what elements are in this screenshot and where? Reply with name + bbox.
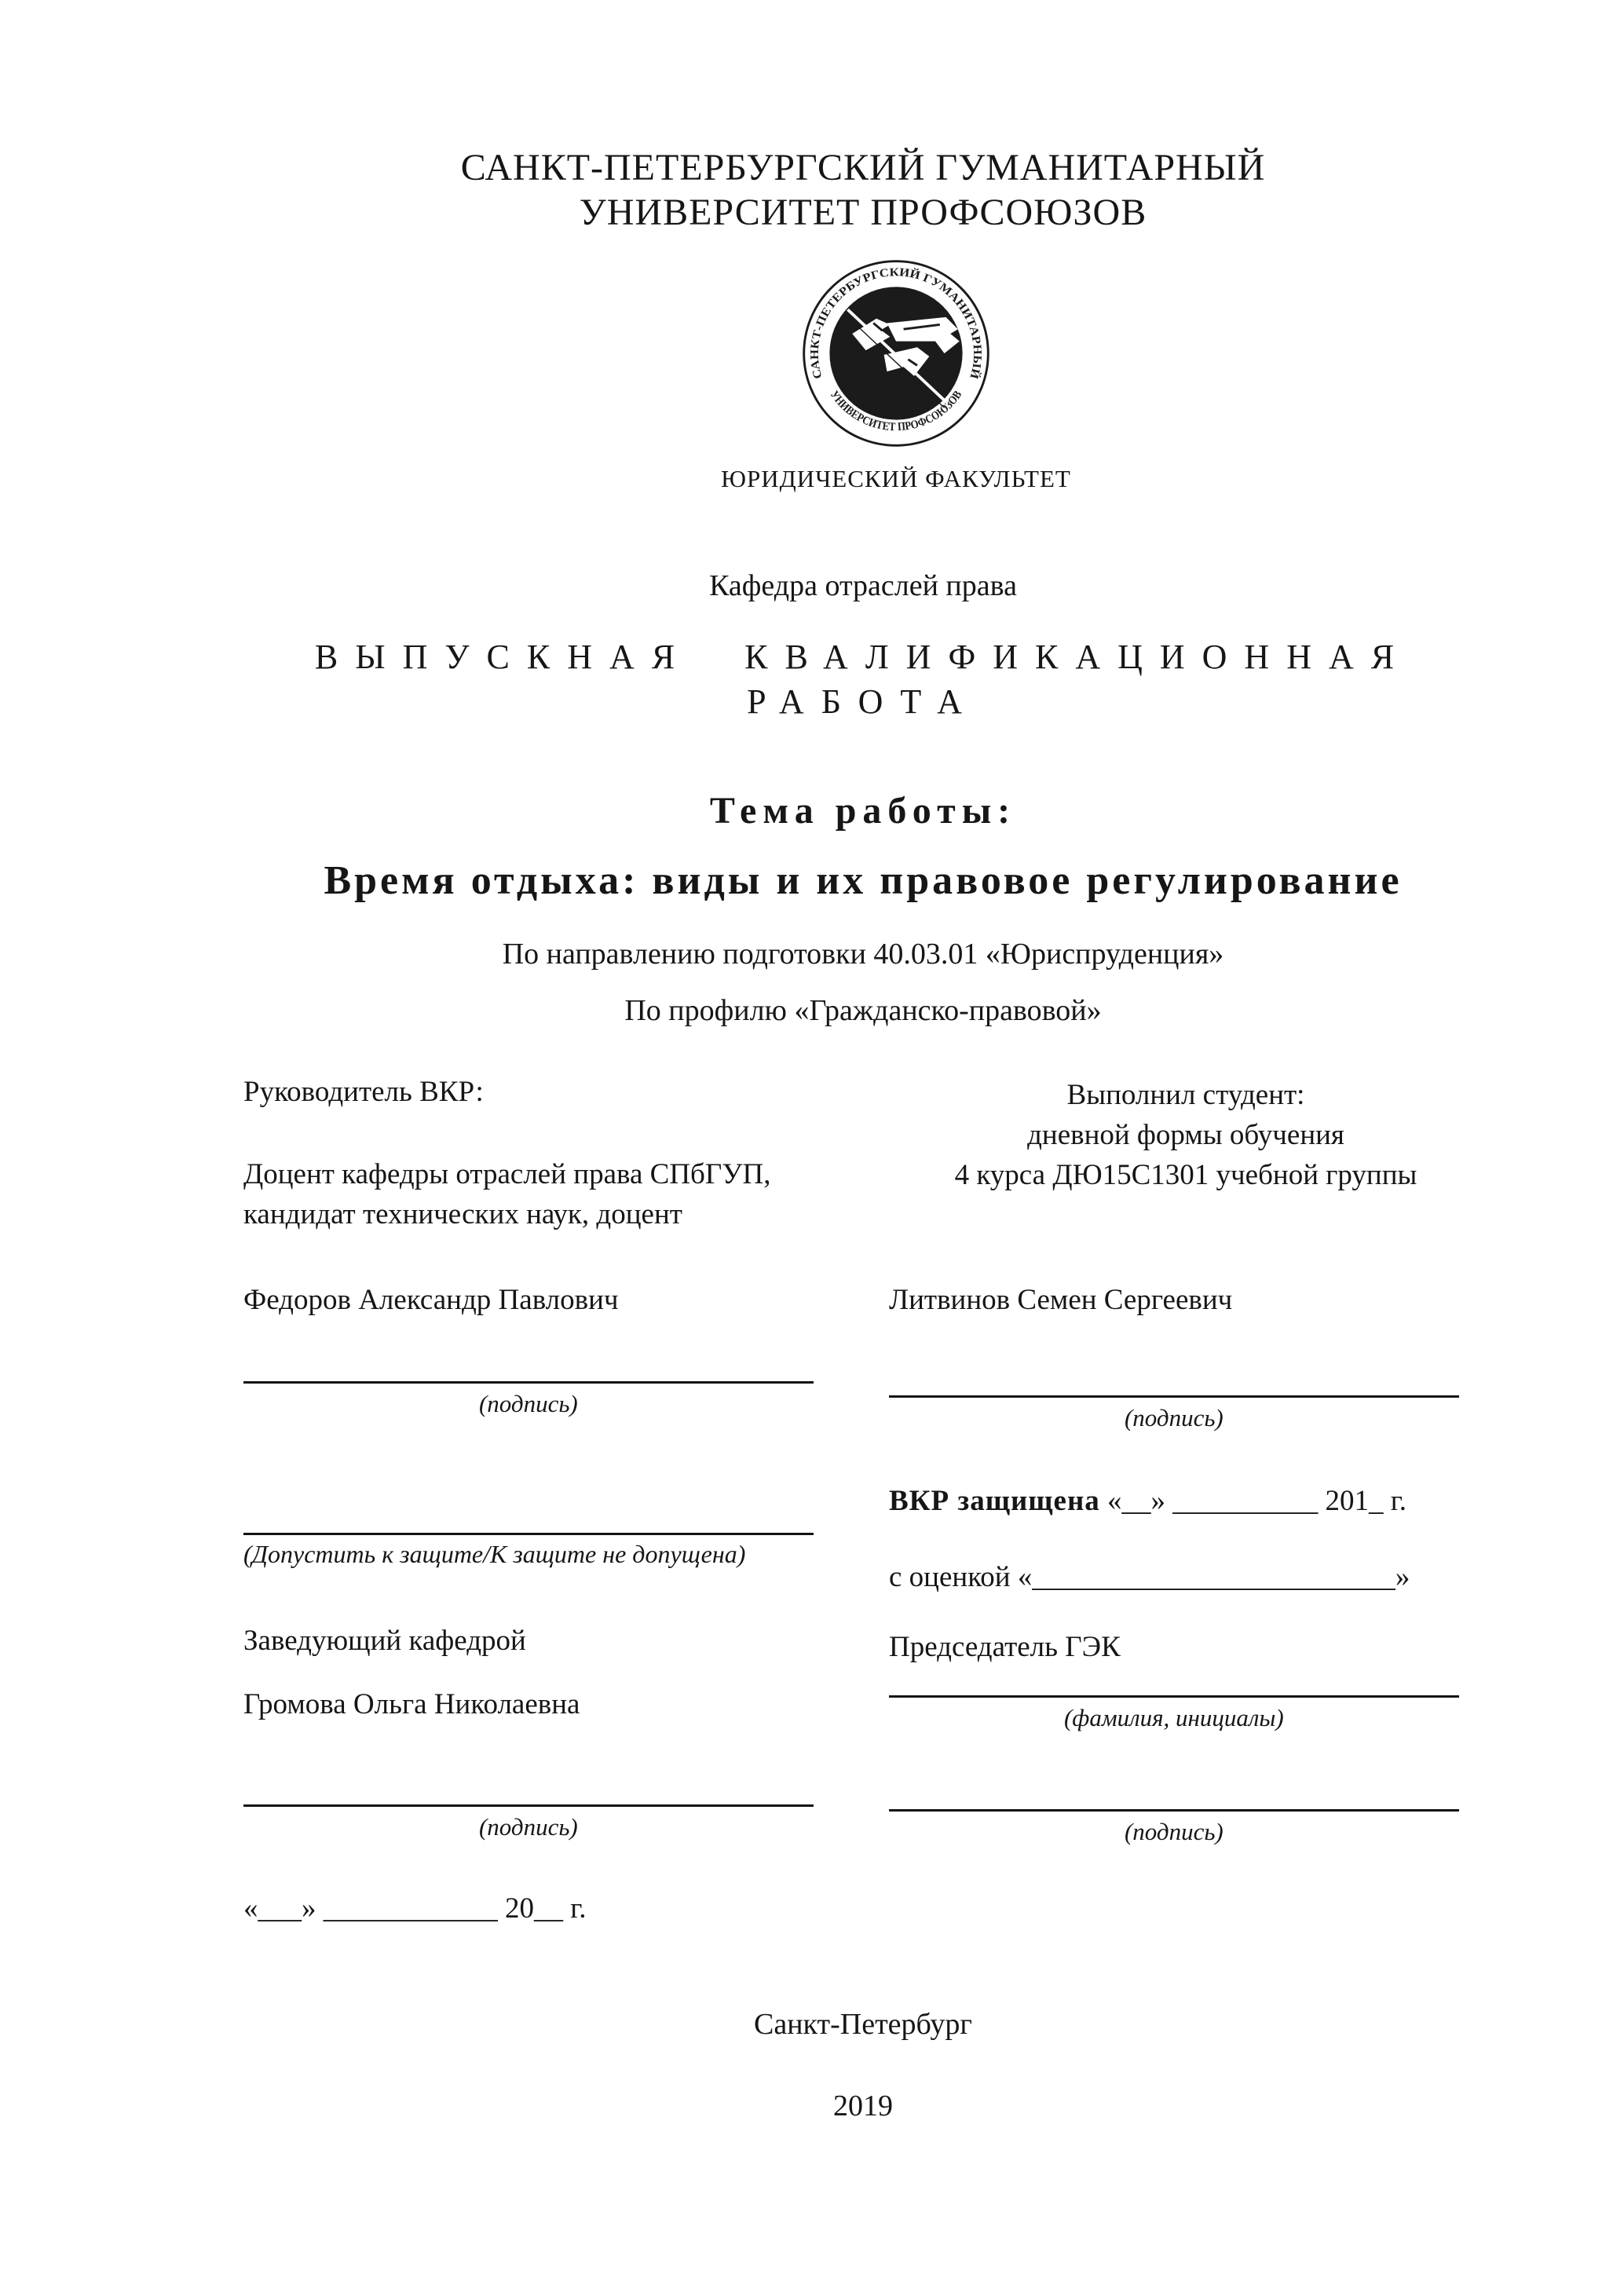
- signatures-section: [243, 1075, 1483, 1925]
- supervisor-position-line2: кандидат технических наук, доцент: [243, 1197, 682, 1230]
- supervisor-role-label: Руководитель ВКР:: [243, 1075, 484, 1108]
- svg-text:УНИВЕРСИТЕТ ПРОФСОЮЗОВ: УНИВЕРСИТЕТ ПРОФСОЮЗОВ: [827, 388, 966, 434]
- student-signature-line: [889, 1395, 1459, 1398]
- chairman-label: Председатель ГЭК: [889, 1630, 1121, 1663]
- thesis-title: Время отдыха: виды и их правовое регулирование: [324, 857, 1403, 903]
- student-name: Литвинов Семен Сергеевич: [889, 1283, 1233, 1316]
- supervisor-position: [243, 1154, 837, 1234]
- date-blank: «___» ____________ 20__ г.: [243, 1892, 587, 1925]
- defended-line-bold: ВКР защищена: [889, 1484, 1100, 1517]
- svg-text:САНКТ-ПЕТЕРБУРГСКИЙ ГУМАНИТАРН: САНКТ-ПЕТЕРБУРГСКИЙ ГУМАНИТАРНЫЙ: [808, 266, 984, 381]
- grade-line: с оценкой «_________________________»: [889, 1560, 1410, 1593]
- chairman-name-line: [889, 1695, 1459, 1698]
- student-info-line3: 4 курса ДЮ15С1301 учебной группы: [954, 1158, 1417, 1191]
- theme-label: Тема работы:: [709, 789, 1017, 832]
- head-signature-line: [243, 1804, 814, 1807]
- university-emblem: [276, 255, 1516, 455]
- student-info-line1: Выполнил студент:: [1066, 1078, 1305, 1111]
- university-name: [243, 146, 1483, 235]
- defended-line-blank: «__» __________ 201_ г.: [1099, 1484, 1407, 1517]
- university-name-line2: УНИВЕРСИТЕТ ПРОФСОЮЗОВ: [579, 191, 1147, 233]
- head-signature-caption: (подпись): [478, 1812, 578, 1841]
- supervisor-name: Федоров Александр Павлович: [243, 1283, 619, 1316]
- study-direction: По направлению подготовки 40.03.01 «Юриспруденция»: [502, 937, 1224, 971]
- chairman-name-caption: (фамилия, инициалы): [1063, 1703, 1284, 1731]
- admission-line: [243, 1533, 814, 1535]
- student-info-line2: дневной формы обучения: [1027, 1118, 1344, 1151]
- student-signature-caption: (подпись): [1124, 1403, 1223, 1431]
- student-column: [889, 1075, 1483, 1925]
- faculty-name: ЮРИДИЧЕСКИЙ ФАКУЛЬТЕТ: [721, 465, 1071, 493]
- chairman-signature-line: [889, 1809, 1459, 1812]
- supervisor-column: [243, 1075, 837, 1925]
- supervisor-position-line1: Доцент кафедры отраслей права СПбГУП,: [243, 1157, 771, 1190]
- admission-note: (Допустить к защите/К защите не допущена): [243, 1539, 746, 1568]
- defended-line: [889, 1484, 1483, 1518]
- work-type-heading: ВЫПУСКНАЯ КВАЛИФИКАЦИОННАЯ РАБОТА: [314, 638, 1412, 722]
- year: 2019: [833, 2089, 893, 2122]
- city: Санкт-Петербург: [753, 2007, 973, 2041]
- study-profile: По профилю «Гражданско-правовой»: [624, 993, 1102, 1027]
- head-of-department-name: Громова Ольга Николаевна: [243, 1687, 580, 1720]
- supervisor-signature-line: [243, 1381, 814, 1384]
- head-of-department-label: Заведующий кафедрой: [243, 1624, 526, 1657]
- supervisor-signature-caption: (подпись): [478, 1389, 578, 1417]
- department-name: Кафедра отраслей права: [709, 569, 1017, 603]
- student-info: [889, 1075, 1483, 1195]
- university-emblem-icon: [798, 255, 994, 452]
- university-name-line1: САНКТ-ПЕТЕРБУРГСКИЙ ГУМАНИТАРНЫЙ: [460, 147, 1266, 188]
- chairman-signature-caption: (подпись): [1124, 1817, 1223, 1845]
